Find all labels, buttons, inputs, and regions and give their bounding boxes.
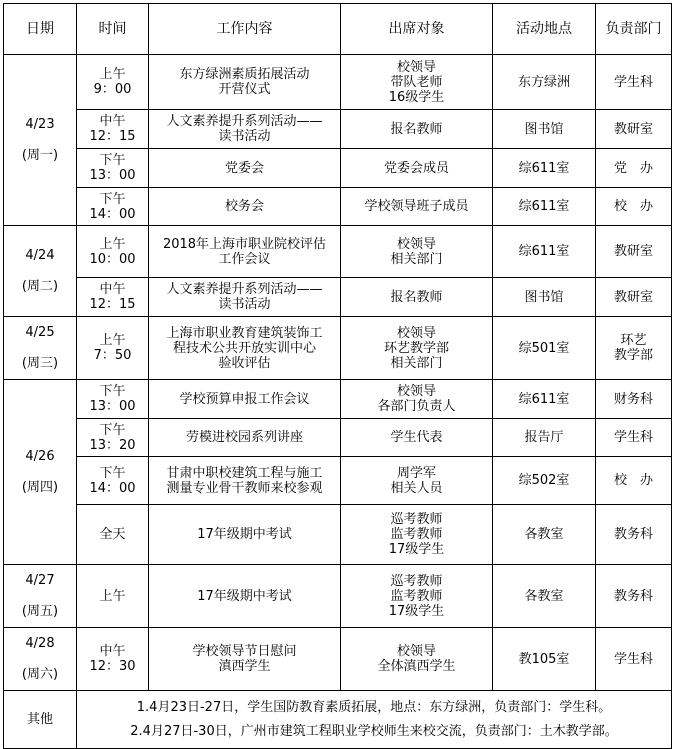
department-cell: 教研室 xyxy=(596,278,672,317)
location-cell: 图书馆 xyxy=(493,110,596,149)
schedule-row xyxy=(4,55,672,110)
attendees-cell: 校领导 各部门负责人 xyxy=(341,380,493,419)
department-cell: 教研室 xyxy=(596,226,672,278)
schedule-row xyxy=(4,565,672,628)
department-cell: 财务科 xyxy=(596,380,672,419)
schedule-row xyxy=(4,628,672,691)
content-cell: 学校预算申报工作会议 xyxy=(149,380,341,419)
schedule-row xyxy=(4,380,672,419)
time-cell: 上午 10：00 xyxy=(77,226,149,278)
other-row xyxy=(4,691,672,749)
date-cell xyxy=(4,380,77,565)
location-cell: 综611室 xyxy=(493,188,596,226)
location-cell: 报告厅 xyxy=(493,419,596,457)
attendees-cell: 巡考教师 监考教师 17级学生 xyxy=(341,505,493,565)
weekday-label: (周三) xyxy=(21,356,59,371)
content-cell: 学校领导节日慰问 滇西学生 xyxy=(149,628,341,691)
time-cell: 下午 13：00 xyxy=(77,149,149,188)
attendees-cell: 校领导 环艺教学部 相关部门 xyxy=(341,317,493,380)
department-cell: 教务科 xyxy=(596,565,672,628)
location-cell: 综611室 xyxy=(493,149,596,188)
other-label: 其他 xyxy=(4,691,77,749)
attendees-cell: 周学军 相关人员 xyxy=(341,457,493,505)
content-cell: 人文素养提升系列活动—— 读书活动 xyxy=(149,110,341,149)
date-label: 4/24 xyxy=(25,248,55,263)
attendees-cell: 巡考教师 监考教师 17级学生 xyxy=(341,565,493,628)
schedule-body xyxy=(4,55,672,691)
weekday-label: (周六) xyxy=(21,667,59,682)
date-label: 4/26 xyxy=(25,449,55,464)
header-time: 时间 xyxy=(77,4,149,55)
content-cell: 甘肃中职校建筑工程与施工 测量专业骨干教师来校参观 xyxy=(149,457,341,505)
department-cell: 环艺 教学部 xyxy=(596,317,672,380)
header-content: 工作内容 xyxy=(149,4,341,55)
date-cell xyxy=(4,55,77,226)
schedule-row xyxy=(4,149,672,188)
attendees-cell: 校领导 全体滇西学生 xyxy=(341,628,493,691)
schedule-row xyxy=(4,317,672,380)
content-cell: 党委会 xyxy=(149,149,341,188)
content-cell: 2018年上海市职业院校评估 工作会议 xyxy=(149,226,341,278)
date-label: 4/25 xyxy=(25,325,55,340)
content-cell: 17年级期中考试 xyxy=(149,565,341,628)
weekly-schedule-table xyxy=(3,3,672,749)
department-cell: 校 办 xyxy=(596,457,672,505)
location-cell: 各教室 xyxy=(493,505,596,565)
schedule-row xyxy=(4,419,672,457)
other-notes xyxy=(77,691,672,749)
department-cell: 学生科 xyxy=(596,419,672,457)
location-cell: 综501室 xyxy=(493,317,596,380)
location-cell: 综611室 xyxy=(493,380,596,419)
content-cell: 东方绿洲素质拓展活动 开营仪式 xyxy=(149,55,341,110)
attendees-cell: 学校领导班子成员 xyxy=(341,188,493,226)
time-cell: 上午 xyxy=(77,565,149,628)
time-cell: 下午 13：00 xyxy=(77,380,149,419)
location-cell: 各教室 xyxy=(493,565,596,628)
department-cell: 学生科 xyxy=(596,628,672,691)
date-cell xyxy=(4,317,77,380)
attendees-cell: 报名教师 xyxy=(341,278,493,317)
time-cell: 上午 9：00 xyxy=(77,55,149,110)
other-note-1: 1.4月23日-27日，学生国防教育素质拓展，地点：东方绿洲，负责部门：学生科。 xyxy=(136,699,612,715)
schedule-row xyxy=(4,226,672,278)
time-cell: 下午 14：00 xyxy=(77,188,149,226)
department-cell: 校 办 xyxy=(596,188,672,226)
schedule-row xyxy=(4,278,672,317)
content-cell: 人文素养提升系列活动—— 读书活动 xyxy=(149,278,341,317)
attendees-cell: 党委会成员 xyxy=(341,149,493,188)
department-cell: 党 办 xyxy=(596,149,672,188)
attendees-cell: 校领导 相关部门 xyxy=(341,226,493,278)
date-cell xyxy=(4,628,77,691)
attendees-cell: 学生代表 xyxy=(341,419,493,457)
schedule-row xyxy=(4,505,672,565)
date-cell xyxy=(4,226,77,317)
attendees-cell: 报名教师 xyxy=(341,110,493,149)
department-cell: 学生科 xyxy=(596,55,672,110)
time-cell: 中午 12：15 xyxy=(77,110,149,149)
time-cell: 中午 12：15 xyxy=(77,278,149,317)
content-cell: 上海市职业教育建筑装饰工 程技术公共开放实训中心 验收评估 xyxy=(149,317,341,380)
date-label: 4/27 xyxy=(25,573,55,588)
date-label: 4/23 xyxy=(25,117,55,132)
date-label: 4/28 xyxy=(25,636,55,651)
location-cell: 东方绿洲 xyxy=(493,55,596,110)
header-row xyxy=(4,4,672,55)
time-cell: 全天 xyxy=(77,505,149,565)
content-cell: 校务会 xyxy=(149,188,341,226)
header-department: 负责部门 xyxy=(596,4,672,55)
content-cell: 17年级期中考试 xyxy=(149,505,341,565)
time-cell: 上午 7：50 xyxy=(77,317,149,380)
header-date: 日期 xyxy=(4,4,77,55)
header-attendees: 出席对象 xyxy=(341,4,493,55)
location-cell: 综611室 xyxy=(493,226,596,278)
date-cell xyxy=(4,565,77,628)
department-cell: 教研室 xyxy=(596,110,672,149)
weekday-label: (周二) xyxy=(21,279,59,294)
other-note-2: 2.4月27日-30日，广州市建筑工程职业学校师生来校交流，负责部门：土木教学部。 xyxy=(130,723,618,739)
location-cell: 综502室 xyxy=(493,457,596,505)
weekday-label: (周四) xyxy=(21,480,59,495)
weekday-label: (周五) xyxy=(21,604,59,619)
content-cell: 劳模进校园系列讲座 xyxy=(149,419,341,457)
schedule-row xyxy=(4,457,672,505)
time-cell: 中午 12：30 xyxy=(77,628,149,691)
schedule-row xyxy=(4,188,672,226)
location-cell: 图书馆 xyxy=(493,278,596,317)
time-cell: 下午 14：00 xyxy=(77,457,149,505)
schedule-row xyxy=(4,110,672,149)
time-cell: 下午 13：20 xyxy=(77,419,149,457)
weekday-label: (周一) xyxy=(21,148,59,163)
location-cell: 教105室 xyxy=(493,628,596,691)
department-cell: 教务科 xyxy=(596,505,672,565)
attendees-cell: 校领导 带队老师 16级学生 xyxy=(341,55,493,110)
header-location: 活动地点 xyxy=(493,4,596,55)
